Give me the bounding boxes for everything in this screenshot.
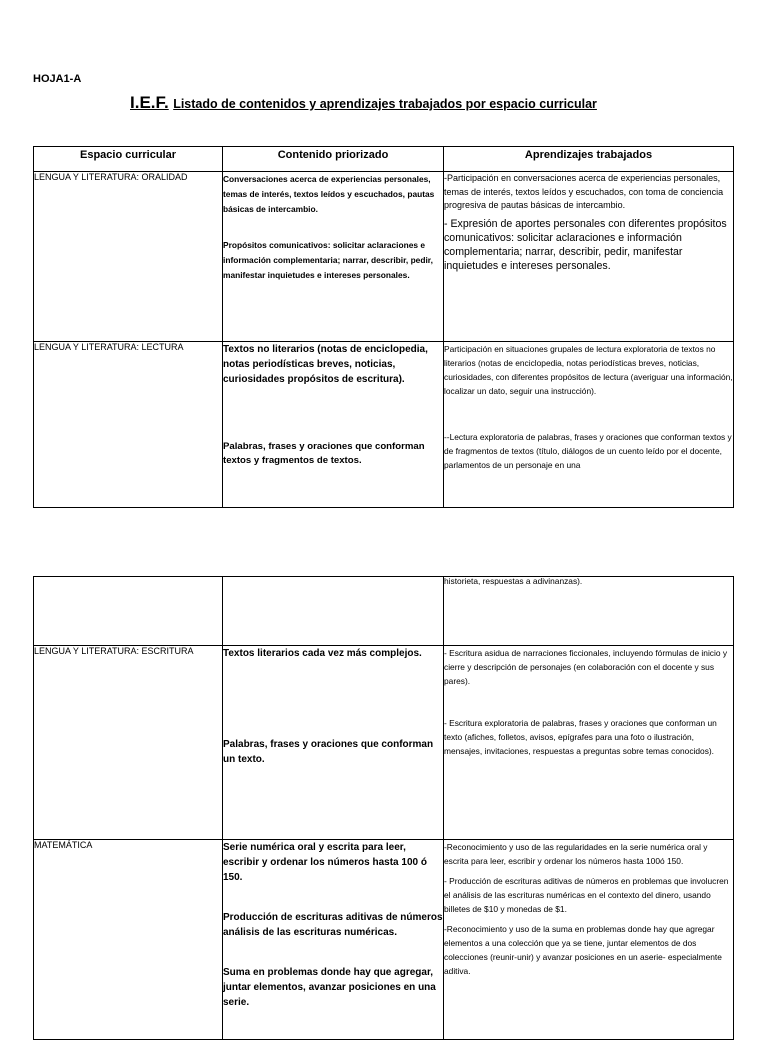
contents-table-1 [33,146,734,508]
table-row [34,577,734,646]
learning-item: Participación en situaciones grupales de lectura exploratoria de textos no literarios (notas de enciclopedia, notas periodísticas breves, noticias, curiosidades, con diferentes propósitos de lectura (averiguar una información, localizar un dato, seguir una instrucción). [444,344,733,396]
header-espacio: Espacio curricular [34,147,223,172]
content-item: Suma en problemas donde hay que agregar, juntar elementos, avanzar posiciones en una serie. [223,967,436,1008]
table-row [34,172,734,342]
learning-item: -Reconocimiento y uso de las regularidades en la serie numérica oral y escrita para leer, escribir y ordenar los números hasta 100ó 150. [444,842,708,866]
area-cell: LENGUA Y LITERATURA: LECTURA [34,342,223,508]
learning-item: -Participación en conversaciones acerca de experiencias personales, temas de interés, textos leídos y escuchados, con toma de conciencia progresiva de pautas básicas de intercambio. [444,173,724,210]
table-row [34,342,734,508]
header-aprendizajes: Aprendizajes trabajados [444,147,734,172]
learning-cell [444,577,734,646]
area-cell: LENGUA Y LITERATURA: ORALIDAD [34,172,223,342]
area-cell: LENGUA Y LITERATURA: ESCRITURA [34,646,223,840]
content-item: Propósitos comunicativos: solicitar aclaraciones e información complementaria; narrar, describir, pedir, manifestar inquietudes e intereses personales. [223,240,433,280]
content-item: Palabras, frases y oraciones que conforman un texto. [223,739,434,765]
learning-item: - Producción de escrituras aditivas de números en problemas que involucren el análisis de las escrituras numéricas en el contexto del dinero, usando billetes de $10 y monedas de $1. [444,876,729,914]
content-item: Palabras, frases y oraciones que conforman textos y fragmentos de textos. [223,441,425,466]
learning-item: - Escritura exploratoria de palabras, frases y oraciones que conforman un texto (afiches, folletos, avisos, epígrafes para una foto o ilustración, mensajes, invitaciones, respuestas a preguntas sobre temas conocidos). [444,718,717,756]
area-cell [34,577,223,646]
area-cell: MATEMÁTICA [34,840,223,1040]
content-cell [223,646,444,840]
document-title [130,93,597,113]
learning-item: -Reconocimiento y uso de la suma en problemas donde hay que agregar elementos a una colección que ya se tiene, juntar elementos de dos colecciones (reunir-unir) y avanzar posiciones en un aserie- especialmente aditiva. [444,924,722,976]
title-acronym: I.E.F. [130,93,169,112]
learning-item: - Expresión de aportes personales con diferentes propósitos comunicativos: solicitar aclaraciones e información complementaria; narrar, describir, pedir, manifestar inquietudes e intereses personales. [444,217,727,272]
learning-cell [444,342,734,508]
content-cell [223,342,444,508]
learning-item: - Escritura asidua de narraciones ficcionales, incluyendo fórmulas de inicio y cierre y descripción de personajes (en colaboración con el docente y sus pares). [444,648,728,686]
content-cell [223,172,444,342]
content-item: Serie numérica oral y escrita para leer, escribir y ordenar los números hasta 100 ó 150. [223,842,427,883]
content-item: Textos literarios cada vez más complejos. [223,648,422,659]
learning-item: historieta, respuestas a adivinanzas). [444,576,583,586]
content-item: Textos no literarios (notas de enciclopedia, notas periodísticas breves, noticias, curiosidades propósitos de escritura). [223,344,428,385]
table-row [34,646,734,840]
learning-item: --Lectura exploratoria de palabras, frases y oraciones que conforman textos y de fragmentos de textos (título, diálogos de un cuento leído por el docente, parlamentos de un personaje en una [444,432,732,470]
header-contenido: Contenido priorizado [223,147,444,172]
content-item: Conversaciones acerca de experiencias personales, temas de interés, textos leídos y escuchados, pautas básicas de intercambio. [223,174,435,214]
content-cell [223,840,444,1040]
learning-cell [444,646,734,840]
learning-cell [444,172,734,342]
contents-table-2 [33,576,734,1040]
learning-cell [444,840,734,1040]
title-text: Listado de contenidos y aprendizajes trabajados por espacio curricular [173,97,597,111]
sheet-label: HOJA1-A [33,73,82,85]
table-row [34,840,734,1040]
table-header-row [34,147,734,172]
content-cell [223,577,444,646]
content-item: Producción de escrituras aditivas de números análisis de las escrituras numéricas. [223,912,443,938]
